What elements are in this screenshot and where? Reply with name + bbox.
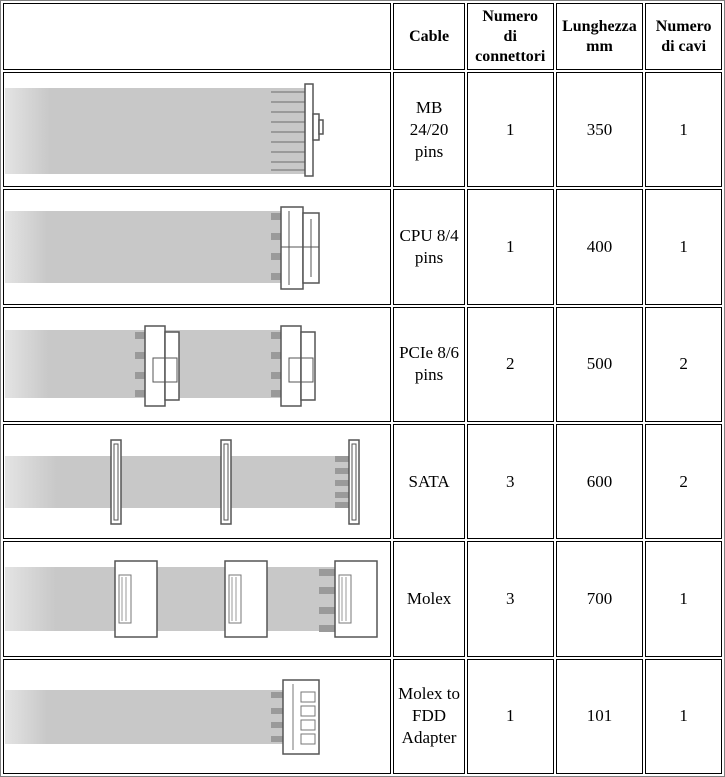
cable-name-line: pins [414, 247, 444, 267]
cable-image-cell [3, 72, 391, 187]
length-cell: 400 [556, 189, 644, 304]
length-cell: 600 [556, 424, 644, 539]
molex-fdd-cable-icon [5, 660, 388, 772]
cable-name-line: pins [414, 365, 444, 385]
mb-cable-icon [5, 74, 388, 186]
count-cell: 2 [645, 424, 722, 539]
cable-name-line: 24/20 [409, 119, 449, 139]
connectors-cell: 1 [467, 72, 554, 187]
cable-name-cell [393, 189, 465, 304]
header-image [3, 3, 391, 70]
cable-name-cell [393, 541, 465, 656]
cable-name-cell [393, 72, 465, 187]
cable-image-cell [3, 659, 391, 774]
header-cables-line: Numero [655, 17, 712, 35]
pcie-cable-icon [5, 308, 388, 420]
header-cables-line: di cavi [661, 37, 707, 55]
header-length [556, 3, 644, 70]
connectors-cell: 1 [467, 659, 554, 774]
count-cell: 2 [645, 307, 722, 422]
cable-name-line: Adapter [401, 728, 457, 748]
count-cell: 1 [645, 541, 722, 656]
cable-image-cell [3, 541, 391, 656]
header-length-line: mm [586, 37, 613, 55]
cpu-cable-icon [5, 191, 388, 303]
cable-name-line: Molex [406, 588, 452, 608]
length-cell: 101 [556, 659, 644, 774]
header-connectors-line: di [503, 27, 517, 45]
sata-cable-icon [5, 426, 388, 538]
cable-name-line: Molex to [398, 684, 460, 704]
cable-name-cell [393, 424, 465, 539]
connectors-cell: 3 [467, 541, 554, 656]
cable-name-line: FDD [412, 706, 447, 726]
header-cable: Cable [393, 3, 465, 70]
cable-name-line: SATA [408, 471, 450, 491]
cable-image-cell [3, 189, 391, 304]
header-cables [645, 3, 722, 70]
table-row [3, 424, 722, 539]
table-row [3, 72, 722, 187]
header-connectors [467, 3, 554, 70]
cable-image-cell [3, 307, 391, 422]
header-row [3, 3, 722, 70]
count-cell: 1 [645, 659, 722, 774]
length-cell: 700 [556, 541, 644, 656]
cable-name-line: PCIe 8/6 [399, 343, 460, 363]
length-cell: 500 [556, 307, 644, 422]
connectors-cell: 3 [467, 424, 554, 539]
count-cell: 1 [645, 72, 722, 187]
header-connectors-line: connettori [475, 47, 546, 65]
cable-name-line: MB [415, 97, 443, 117]
cable-name-line: CPU 8/4 [399, 225, 459, 245]
header-connectors-line: Numero [482, 7, 539, 25]
length-cell: 350 [556, 72, 644, 187]
molex-cable-icon [5, 543, 388, 655]
cable-name-cell [393, 659, 465, 774]
connectors-cell: 2 [467, 307, 554, 422]
table-row [3, 307, 722, 422]
cable-name-line: pins [414, 141, 444, 161]
table-row [3, 541, 722, 656]
table-row [3, 189, 722, 304]
connectors-cell: 1 [467, 189, 554, 304]
table-row [3, 659, 722, 774]
count-cell: 1 [645, 189, 722, 304]
cable-image-cell [3, 424, 391, 539]
cable-name-cell [393, 307, 465, 422]
header-length-line: Lunghezza [562, 17, 637, 35]
